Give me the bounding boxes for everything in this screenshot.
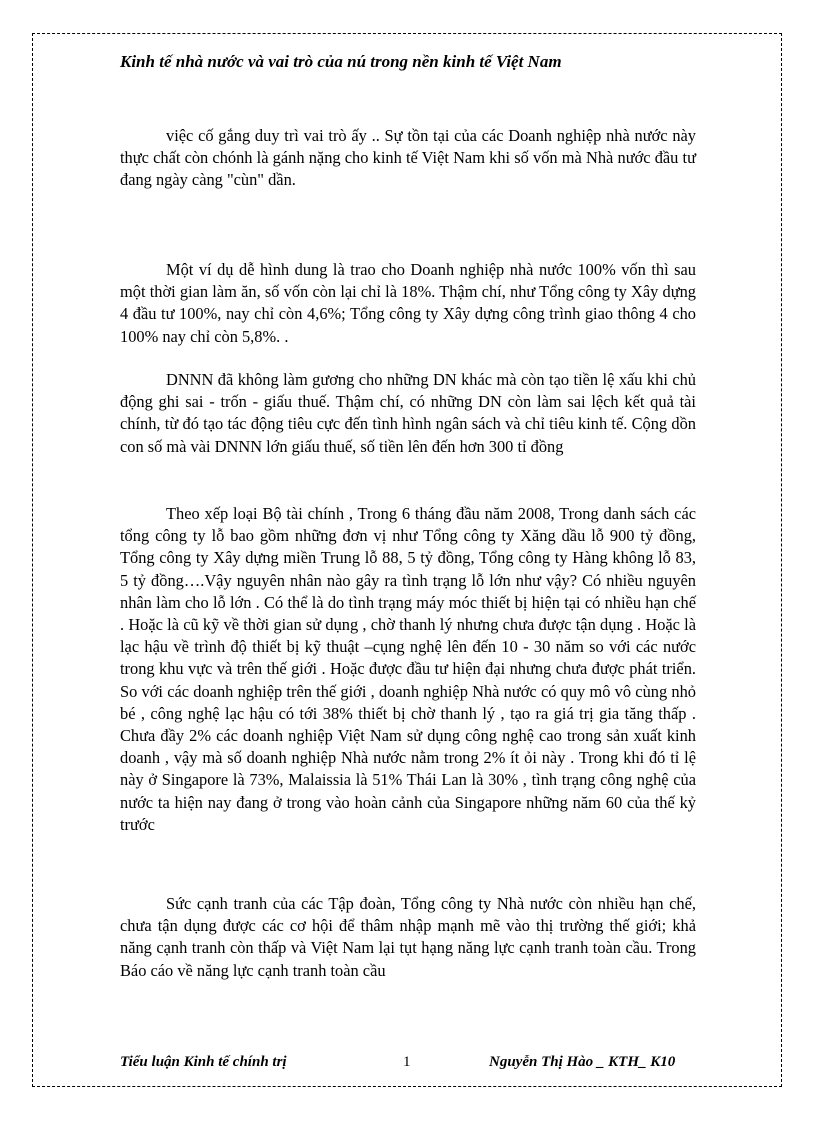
paragraph-4: Theo xếp loại Bộ tài chính , Trong 6 tháng đầu năm 2008, Trong danh sách các tổng công ty lỗ bao gồm những đơn vị như Tổng công ty Xăng dầu lỗ 900 tỷ đồng, Tổng công ty Xây dựng miền Trung lỗ 88, 5 tỷ đồng, Tổng công ty Hàng không lỗ 83, 5 tỷ đồng….Vậy nguyên nhân nào gây ra tình trạng lỗ lớn như vậy? Có nhiều nguyên nhân làm cho lỗ lớn . Có thể là do tình trạng máy móc thiết bị hiện tại có nhiều hạn chế . Hoặc là cũ kỹ về thời gian sử dụng , chờ thanh lý nhưng chưa được tận dụng . Hoặc là lạc hậu về trình độ thiết bị kỹ thuật –cụng nghệ lên đến 10 - 30 năm so với các nước trong khu vực và trên thế giới . Hoặc được đầu tư hiện đại nhưng chưa được phát triển. So với các doanh nghiệp trên thế giới , doanh nghiệp Nhà nước có quy mô vô cùng nhỏ bé , công nghệ lạc hậu có tới 38% thiết bị chờ thanh lý , tạo ra giá trị gia tăng thấp . Chưa đầy 2% các doanh nghiệp Việt Nam sử dụng công nghệ cao trong sản xuất kinh doanh , vậy mà số doanh nghiệp Nhà nước nằm trong 2% ít ỏi này . Trong khi đó tỉ lệ này ở Singapore là 73%, Malaissia là 51% Thái Lan là 30% , tình trạng công nghệ của nước ta hiện nay đang ở trong vào hoàn cảnh của Singapore những năm 60 của thế kỷ trước	[120, 504, 696, 834]
paragraph-3: DNNN đã không làm gương cho những DN khác mà còn tạo tiền lệ xấu khi chủ động ghi sai - trốn - giấu thuế. Thậm chí, có những DN còn làm sai lệch kết quả tài chính, từ đó tạo tác động tiêu cực đến tình hình ngân sách và chỉ tiêu kinh tế. Cộng dồn con số mà vài DNNN lớn giấu thuế, số tiền lên đến hơn 300 tỉ đồng	[120, 370, 696, 456]
paragraph-2: Một ví dụ dễ hình dung là trao cho Doanh nghiệp nhà nước 100% vốn thì sau một thời gian làm ăn, số vốn còn lại chỉ là 18%. Thậm chí, như Tổng công ty Xây dựng 4 đầu tư 100%, nay chỉ còn 4,6%; Tổng công ty Xây dựng công trình giao thông 4 cho 100% nay chỉ còn 5,8%. .	[120, 260, 696, 346]
footer-page-number: 1	[403, 1054, 411, 1070]
footer-course-title: Tiểu luận Kinh tế chính trị	[120, 1054, 287, 1070]
paragraph-5: Sức cạnh tranh của các Tập đoàn, Tổng công ty Nhà nước còn nhiều hạn chế, chưa tận dụng được các cơ hội để thâm nhập mạnh mẽ vào thị trường thế giới; khả năng cạnh tranh còn thấp và Việt Nam lại tụt hạng năng lực cạnh tranh toàn cầu. Trong Báo cáo về năng lực cạnh tranh toàn cầu	[120, 894, 696, 980]
paragraph-1: việc cố gắng duy trì vai trò ấy .. Sự tồn tại của các Doanh nghiệp nhà nước này thực chất còn chónh là gánh nặng cho kinh tế Việt Nam khi số vốn mà Nhà nước đầu tư đang ngày càng "cùn" dần.	[120, 126, 696, 190]
document-header-title: Kinh tế nhà nước và vai trò của nú trong nền kinh tế Việt Nam	[120, 52, 562, 71]
footer-author: Nguyễn Thị Hào _ KTH_ K10	[489, 1054, 676, 1070]
